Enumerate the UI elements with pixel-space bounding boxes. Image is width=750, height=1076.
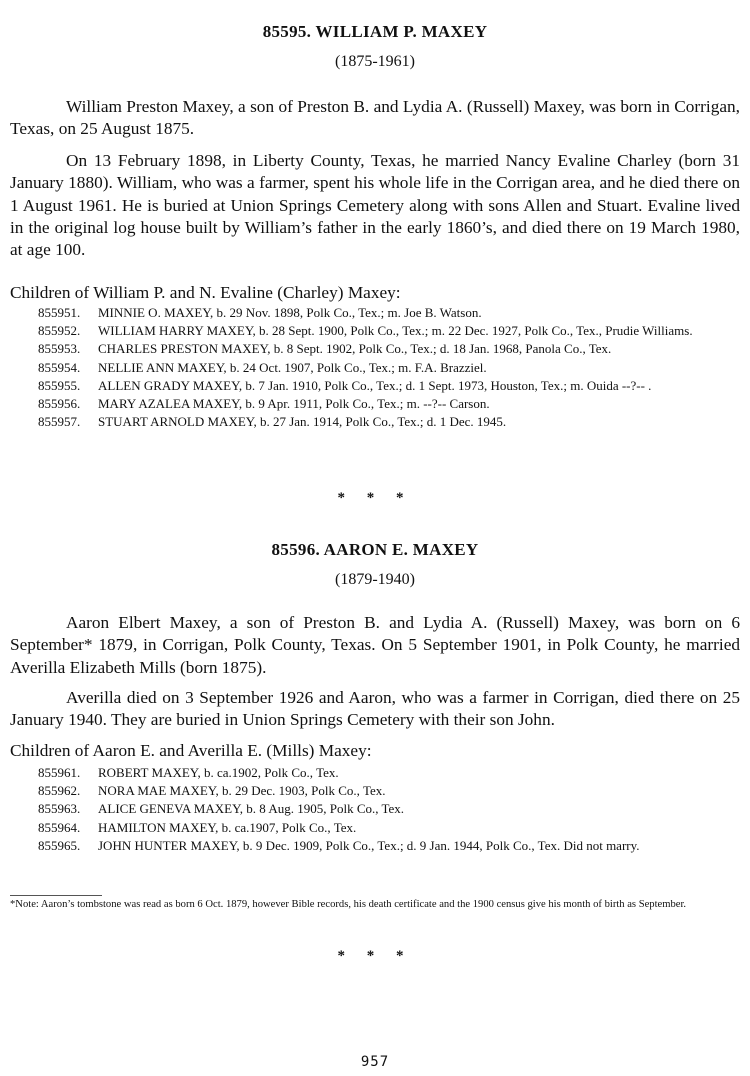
child-entry: [0, 800, 750, 818]
child-number: 855962.: [38, 783, 81, 799]
child-text: CHARLES PRESTON MAXEY, b. 8 Sept. 1902, Polk Co., Tex.; d. 18 Jan. 1968, Panola Co., Tex.: [98, 341, 612, 357]
entry-title: 85596. AARON E. MAXEY: [271, 540, 479, 559]
child-text: STUART ARNOLD MAXEY, b. 27 Jan. 1914, Polk Co., Tex.; d. 1 Dec. 1945.: [98, 414, 507, 430]
children-list: [0, 764, 750, 855]
child-number: 855961.: [38, 765, 81, 780]
page-number: 957: [360, 1054, 390, 1070]
footnote-rule: [10, 895, 102, 896]
child-text: NELLIE ANN MAXEY, b. 24 Oct. 1907, Polk Co., Tex.; m. F.A. Brazziel.: [98, 359, 487, 375]
child-entry: [0, 359, 750, 377]
child-entry: [0, 782, 750, 800]
child-text: HAMILTON MAXEY, b. ca.1907, Polk Co., Tex.: [98, 819, 357, 835]
child-entry: [0, 395, 750, 413]
child-entry: [0, 837, 750, 855]
entry-dates: (1879-1940): [335, 571, 415, 588]
biography-paragraph: Averilla died on 3 September 1926 and Aaron, who was a farmer in Corrigan, died there on 25 January 1940. They are buried in Union Springs Cemetery with their son John.: [10, 688, 740, 730]
child-number: 855955.: [38, 377, 81, 393]
child-number: 855954.: [38, 359, 81, 375]
child-number: 855963.: [38, 801, 81, 817]
footnote: *Note: Aaron’s tombstone was read as born 6 Oct. 1879, however Bible records, his death certificate and the 1900 census give his month of birth as September.: [10, 899, 687, 910]
child-entry: [0, 764, 750, 782]
child-entry: [0, 322, 750, 340]
child-entry: [0, 340, 750, 358]
child-entry: [0, 819, 750, 837]
child-number: 855951.: [38, 305, 81, 320]
child-number: 855965.: [38, 837, 81, 853]
children-heading: Children of William P. and N. Evaline (Charley) Maxey:: [10, 283, 401, 302]
child-entry: [0, 377, 750, 395]
child-entry: [0, 413, 750, 431]
child-text: MARY AZALEA MAXEY, b. 9 Apr. 1911, Polk Co., Tex.; m. --?-- Carson.: [98, 396, 490, 412]
child-text: ALLEN GRADY MAXEY, b. 7 Jan. 1910, Polk Co., Tex.; d. 1 Sept. 1973, Houston, Tex.; m. Ouida --?-- .: [98, 377, 652, 393]
children-heading: Children of Aaron E. and Averilla E. (Mills) Maxey:: [10, 741, 372, 760]
child-number: 855956.: [38, 396, 81, 412]
child-text: WILLIAM HARRY MAXEY, b. 28 Sept. 1900, Polk Co., Tex.; m. 22 Dec. 1927, Polk Co., Tex., Prudie Williams.: [98, 323, 693, 339]
section-separator: * * *: [337, 490, 413, 506]
child-entry: [0, 304, 750, 322]
child-number: 855953.: [38, 341, 81, 357]
child-number: 855964.: [38, 819, 81, 835]
child-text: JOHN HUNTER MAXEY, b. 9 Dec. 1909, Polk Co., Tex.; d. 9 Jan. 1944, Polk Co., Tex. Did not marry.: [98, 837, 640, 853]
child-text: MINNIE O. MAXEY, b. 29 Nov. 1898, Polk Co., Tex.; m. Joe B. Watson.: [98, 305, 482, 320]
entry-title: 85595. WILLIAM P. MAXEY: [262, 22, 488, 41]
child-number: 855957.: [38, 414, 81, 430]
entry-dates: (1875-1961): [335, 53, 415, 70]
biography-paragraph: William Preston Maxey, a son of Preston B. and Lydia A. (Russell) Maxey, was born in Corrigan, Texas, on 25 August 1875.: [10, 97, 740, 139]
child-text: NORA MAE MAXEY, b. 29 Dec. 1903, Polk Co., Tex.: [98, 783, 386, 799]
child-number: 855952.: [38, 323, 81, 339]
children-list: [0, 304, 750, 431]
section-separator: * * *: [337, 948, 413, 964]
child-text: ALICE GENEVA MAXEY, b. 8 Aug. 1905, Polk Co., Tex.: [98, 801, 405, 817]
biography-paragraph: Aaron Elbert Maxey, a son of Preston B. and Lydia A. (Russell) Maxey, was born on 6 September* 1879, in Corrigan, Polk County, Texas. On 5 September 1901, in Polk County, he married Averilla Elizabeth Mills (born 1875).: [10, 613, 740, 677]
child-text: ROBERT MAXEY, b. ca.1902, Polk Co., Tex.: [98, 765, 339, 780]
biography-paragraph: On 13 February 1898, in Liberty County, Texas, he married Nancy Evaline Charley (born 31 January 1880). William, who was a farmer, spent his whole life in the Corrigan area, and he died there on 1 August 1961. He is buried at Union Springs Cemetery along with sons Allen and Stuart. Evaline lived in the original log house built by William’s father in the early 1860’s, and died there on 19 March 1980, at age 100.: [10, 151, 740, 260]
